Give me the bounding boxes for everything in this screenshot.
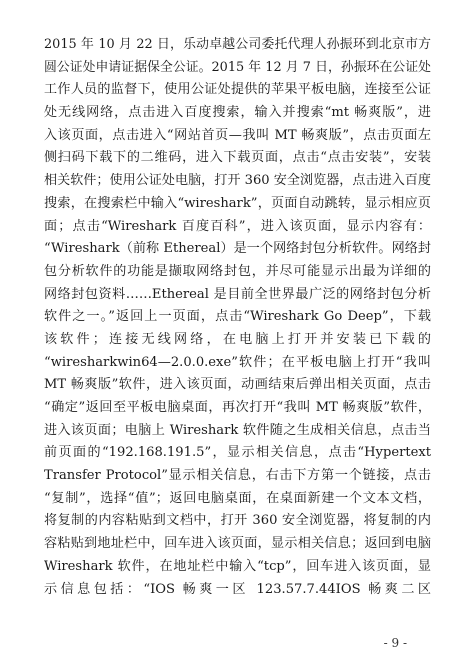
- text-line: 工作人员的监督下，使用公证处提供的苹果平板电脑，连接至公证: [44, 82, 431, 98]
- text-line: Wireshark 软件，在地址栏中输入“tcp”，回车进入该页面，显: [44, 558, 431, 574]
- text-line: 容粘贴到地址栏中，回车进入该页面，显示相关信息；返回到电脑: [44, 536, 431, 552]
- text-line: 将复制的内容粘贴到文档中，打开 360 安全浏览器，将复制的内: [44, 513, 431, 529]
- text-line: 示信息包括：“IOS 畅爽一区 123.57.7.44IOS 畅爽二区: [44, 581, 431, 597]
- text-line: 网络封包资料……Ethereal 是目前全世界最广泛的网络封包分析: [44, 286, 431, 302]
- text-line: 处无线网络，点击进入百度搜索，输入并搜索“mt 畅爽版”，进: [44, 105, 431, 121]
- text-line: “Wireshark（前称 Ethereal）是一个网络封包分析软件。网络封: [44, 241, 431, 257]
- text-line: MT 畅爽版”软件，进入该页面，动画结束后弹出相关页面，点击: [44, 377, 431, 393]
- text-line: “wiresharkwin64—2.0.0.exe”软件；在平板电脑上打开“我叫: [44, 354, 431, 370]
- text-line: “确定”返回至平板电脑桌面，再次打开“我叫 MT 畅爽版”软件，: [44, 400, 431, 415]
- text-line: 面；点击“Wireshark 百度百科”，进入该页面，显示内容有：: [44, 218, 431, 234]
- text-line: 搜索，在搜索栏中输入“wireshark”，页面自动跳转，显示相应页: [44, 195, 431, 211]
- text-line: 圆公证处申请证据保全公证。2015 年 12 月 7 日，孙振环在公证处: [44, 59, 431, 75]
- text-line: 前页面的“192.168.191.5”，显示相关信息，点击“Hypertext: [44, 445, 431, 461]
- text-line: 入该页面，点击进入“网站首页—我叫 MT 畅爽版”，点击页面左: [44, 127, 431, 143]
- text-line: 侧扫码下载下的二维码，进入下载页面，点击“点击安装”，安装: [44, 150, 431, 166]
- text-line: 软件之一。”返回上一页面，点击“Wireshark Go Deep”，下载: [44, 309, 431, 325]
- text-line: 2015 年 10 月 22 日，乐动卓越公司委托代理人孙振环到北京市方: [44, 37, 431, 52]
- text-line: “复制”，选择“值”；返回电脑桌面，在桌面新建一个文本文档，: [44, 490, 431, 506]
- text-line: Transfer Protocol”显示相关信息，右击下方第一个链接，点击: [44, 468, 431, 484]
- text-line: 包分析软件的功能是撷取网络封包，并尽可能显示出最为详细的: [44, 263, 431, 279]
- page-number: - 9 -: [383, 636, 407, 650]
- document-body: [44, 34, 431, 601]
- text-line: 进入该页面；电脑上 Wireshark 软件随之生成相关信息，点击当: [44, 422, 431, 438]
- text-line: 相关软件；使用公证处电脑，打开 360 安全浏览器，点击进入百度: [44, 173, 431, 189]
- text-line: 该软件；连接无线网络，在电脑上打开并安装已下载的: [44, 331, 431, 347]
